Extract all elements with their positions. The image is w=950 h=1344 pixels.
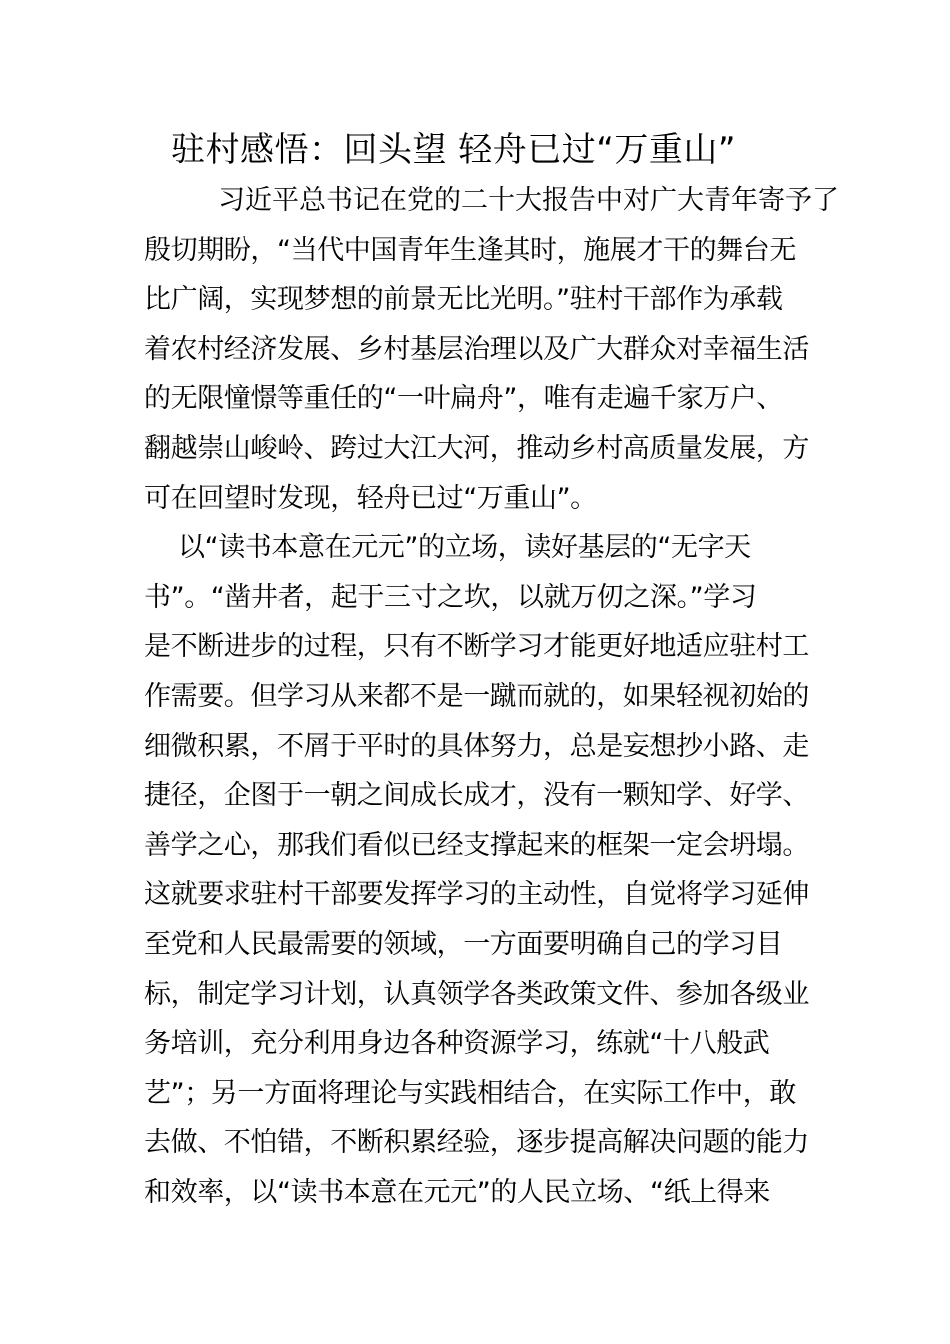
document-body [144, 176, 839, 1217]
text-line: 善学之心，那我们看似已经支撑起来的框架一定会坍塌。 [144, 829, 809, 861]
text-line: 殷切期盼，“当代中国青年生逢其时，施展才干的舞台无 [144, 234, 796, 266]
document-title: 驻村感悟：回头望 轻舟已过“万重山” [171, 130, 737, 170]
text-line: 细微积累，不屑于平时的具体努力，总是妄想抄小路、走 [144, 730, 809, 762]
text-line: 可在回望时发现，轻舟已过“万重山”。 [144, 482, 597, 514]
text-line: 作需要。但学习从来都不是一蹴而就的，如果轻视初始的 [144, 680, 809, 712]
text-line: 去做、不怕错，不断积累经验，逐步提高解决问题的能力 [144, 1127, 809, 1159]
text-line: 至党和人民最需要的领域，一方面要明确自己的学习目 [144, 928, 783, 960]
text-line: 习近平总书记在党的二十大报告中对广大青年寄予了 [218, 185, 839, 216]
text-line: 捷径，企图于一朝之间成长成才，没有一颗知学、好学、 [144, 780, 809, 812]
text-line: 标，制定学习计划，认真领学各类政策文件、参加各级业 [144, 978, 809, 1010]
text-line: 着农村经济发展、乡村基层治理以及广大群众对幸福生活 [144, 333, 809, 365]
text-line: 这就要求驻村干部要发挥学习的主动性，自觉将学习延伸 [144, 879, 809, 911]
text-line: 和效率，以“读书本意在元元”的人民立场、“纸上得来 [144, 1176, 770, 1208]
text-line: 以“读书本意在元元”的立场，读好基层的“无字天 [178, 532, 751, 564]
text-line: 翻越崇山峻岭、跨过大江大河，推动乡村高质量发展，方 [144, 432, 809, 464]
text-line: 艺”；另一方面将理论与实践相结合，在实际工作中，敢 [144, 1077, 796, 1109]
text-line: 是不断进步的过程，只有不断学习才能更好地适应驻村工 [144, 631, 809, 663]
text-line: 的无限憧憬等重任的“一叶扁舟”，唯有走遍千家万户、 [144, 383, 783, 415]
text-line: 务培训，充分利用身边各种资源学习，练就“十八般武 [144, 1028, 770, 1060]
text-line: 书”。“凿井者，起于三寸之坎，以就万仞之深。”学习 [144, 581, 757, 613]
text-line: 比广阔，实现梦想的前景无比光明。”驻村干部作为承载 [144, 284, 783, 316]
